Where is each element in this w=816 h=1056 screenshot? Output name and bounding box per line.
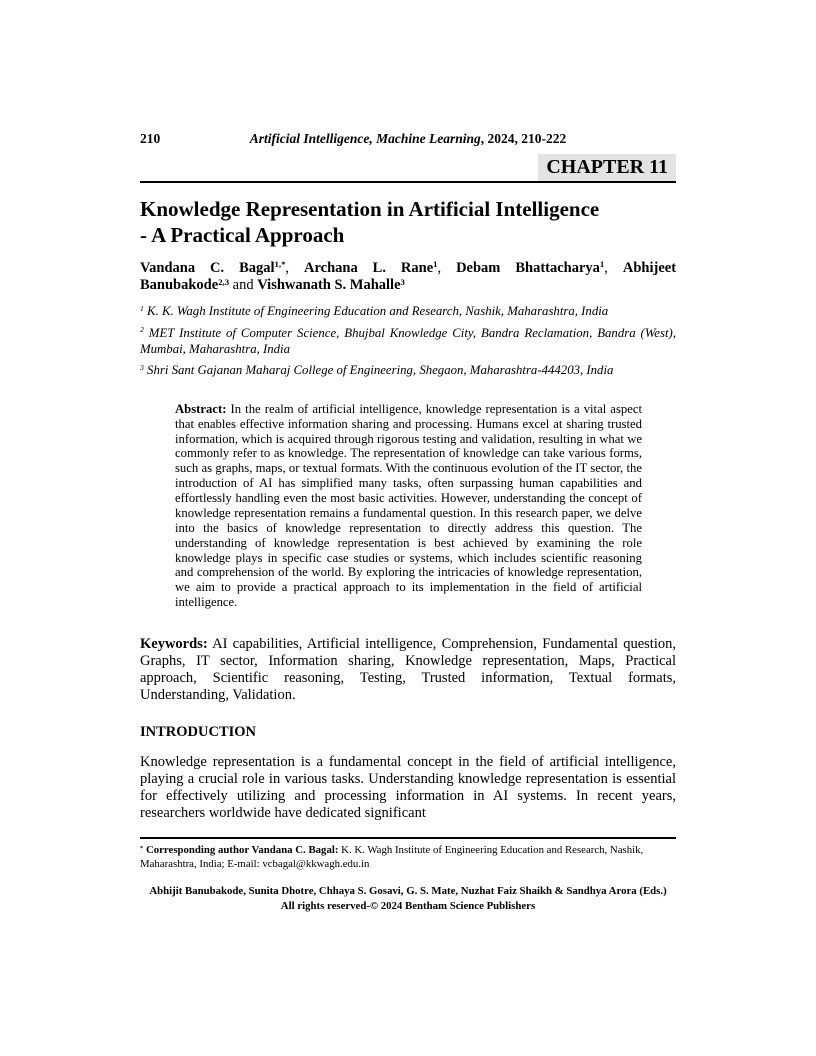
running-head: [140, 131, 676, 147]
copyright-line: All rights reserved-© 2024 Bentham Science Publishers: [280, 899, 536, 912]
author-affil-marker: 1: [599, 259, 605, 270]
section-heading-introduction: INTRODUCTION: [140, 724, 257, 741]
keywords-label: Keywords:: [140, 635, 208, 652]
author-name: Vishwanath S. Mahalle: [257, 277, 401, 294]
affiliations: [140, 303, 676, 377]
abstract-text: In the realm of artificial intelligence, knowledge representation is a vital aspect that enables effective information sharing and processing. Humans excel at sharing trusted information, which is acquired through rigorous testing and validation, resulting in what we commonly refer to as knowledge. The representation of knowledge can take various forms, such as graphs, maps, or textual formats. With the continuous evolution of the IT sector, the introduction of AI has simplified many tasks, often surpassing human capabilities and effortlessly handling even the most basic activities. However, understanding the concept of knowledge representation remains a fundamental question. In this research paper, we delve into the basics of knowledge representation to directly address this question. The understanding of knowledge representation is best achieved by examining the role knowledge plays in specific case studies or systems, which includes scientific reasoning and comprehension of the world. By exploring the intricacies of knowledge representation, we aim to provide a practical approach to its implementation in the field of artificial intelligence.: [175, 401, 643, 610]
author-affil-marker: 3: [400, 276, 405, 287]
chapter-title: [140, 196, 676, 248]
author-name: Abhijeet Banubakode: [140, 260, 677, 294]
author-affil-marker: 1: [433, 259, 438, 270]
affiliation-text: K. K. Wagh Institute of Engineering Education and Research, Nashik, Maharashtra, India: [147, 304, 609, 319]
author-separator: ,: [437, 260, 457, 277]
chapter-title-line1: Knowledge Representation in Artificial Intelligence: [140, 197, 600, 222]
page-number: 210: [140, 131, 161, 146]
author-affil-marker: 1,*: [274, 259, 286, 270]
author-name: Debam Bhattacharya: [456, 260, 600, 277]
affiliation-2: [140, 325, 676, 357]
author-separator: ,: [604, 260, 623, 277]
author-name: Vandana C. Bagal: [140, 260, 275, 277]
corresponding-author-footnote: [140, 843, 676, 871]
author-separator: ,: [285, 260, 304, 277]
header-rule: [140, 154, 676, 183]
author-separator: and: [229, 277, 258, 294]
page-content: [140, 131, 676, 913]
chapter-title-line2: - A Practical Approach: [140, 223, 345, 248]
editors-line: Abhijit Banubakode, Sunita Dhotre, Chhaya S. Gosavi, G. S. Mate, Nuzhat Faiz Shaikh & Sandhya Arora (Eds.): [149, 885, 667, 898]
affiliation-marker: 2: [140, 325, 144, 335]
running-title: [250, 131, 567, 146]
author-list: [140, 260, 676, 294]
keywords-text: AI capabilities, Artificial intelligence, Comprehension, Fundamental question, Graphs, IT sector, Information sharing, Knowledge representation, Maps, Practical approach, Scientific reasoning, Testing, Trusted information, Textual formats, Understanding, Validation.: [140, 635, 676, 704]
affiliation-text: Shri Sant Gajanan Maharaj College of Engineering, Shegaon, Maharashtra-444203, India: [147, 362, 614, 377]
footnote-text: K. K. Wagh Institute of Engineering Education and Research, Nashik, Maharashtra, India; E-mail: vcbagal@kkwagh.edu.in: [140, 844, 644, 871]
abstract: [175, 402, 642, 610]
chapter-badge: CHAPTER 11: [538, 154, 676, 181]
footnote-marker: *: [140, 844, 144, 852]
keywords: [140, 636, 676, 704]
abstract-label: Abstract:: [175, 401, 227, 416]
affiliation-marker: 1: [140, 304, 144, 314]
footnote-lead: Corresponding author Vandana C. Bagal:: [145, 844, 339, 857]
running-title-citation: , 2024, 210-222: [480, 131, 567, 146]
affiliation-1: [140, 303, 676, 319]
affiliation-marker: 3: [140, 362, 144, 372]
author-name: Archana L. Rane: [304, 260, 434, 277]
running-title-journal: Artificial Intelligence, Machine Learning: [249, 131, 481, 146]
footnote-block: [140, 837, 676, 871]
introduction-paragraph: Knowledge representation is a fundamental concept in the field of artificial intelligence, playing a crucial role in various tasks. Understanding knowledge representation is essential for effectively utilizing and processing information in AI systems. In recent years, researchers worldwide have dedicated significant: [140, 754, 676, 822]
affiliation-text: MET Institute of Computer Science, Bhujbal Knowledge City, Bandra Reclamation, Bandra (West), Mumbai, Maharashtra, India: [140, 325, 676, 356]
author-affil-marker: 2,3: [218, 276, 230, 287]
affiliation-3: [140, 362, 676, 378]
publisher-imprint: [140, 884, 676, 913]
